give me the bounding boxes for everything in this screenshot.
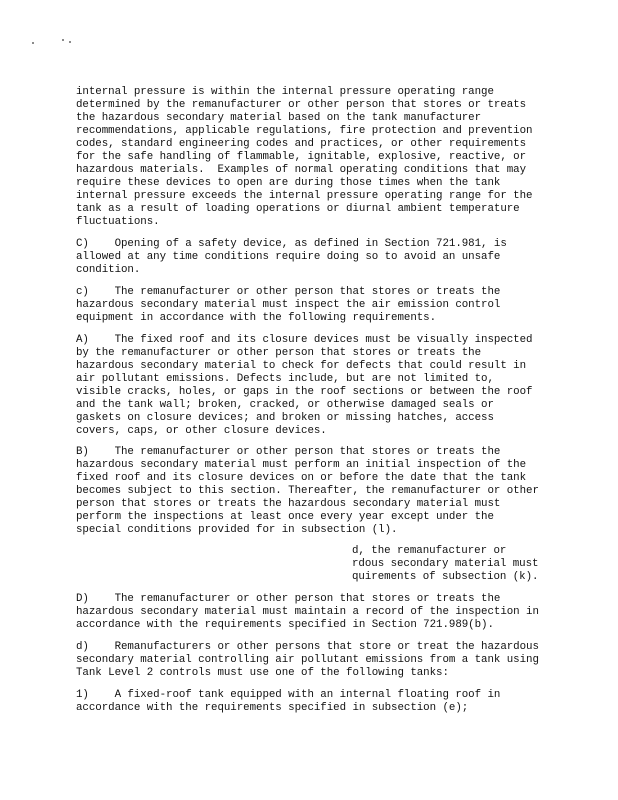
text-line: secondary material controlling air pollutant emissions from a tank using [76, 654, 539, 666]
text-line: rdous secondary material must [352, 558, 539, 570]
text-line: tank as a result of loading operations or diurnal ambient temperature [76, 203, 520, 215]
text-line: covers, caps, or other closure devices. [76, 425, 327, 437]
text-line: recommendations, applicable regulations, fire protection and prevention [76, 125, 533, 137]
text-line: air pollutant emissions. Defects include, but are not limited to, [76, 373, 494, 385]
text-line: condition. [76, 264, 141, 276]
text-line: determined by the remanufacturer or other person that stores or treats [76, 99, 527, 111]
text-line: fluctuations. [76, 216, 160, 228]
text-line: equipment in accordance with the following requirements. [76, 312, 437, 324]
text-line: accordance with the requirements specified in subsection (e); [76, 702, 469, 714]
text-line: and the tank wall; broken, cracked, or otherwise damaged seals or [76, 399, 494, 411]
text-line: hazardous secondary material must maintain a record of the inspection in [76, 606, 539, 618]
text-line: d) Remanufacturers or other persons that store or treat the hazardous [76, 641, 539, 653]
text-line: quirements of subsection (k). [352, 571, 539, 583]
text-line: C) Opening of a safety device, as defined in Section 721.981, is [76, 238, 507, 250]
text-line: hazardous secondary material must perform an initial inspection of the [76, 459, 527, 471]
text-line: hazardous materials. Examples of normal operating conditions that may [76, 164, 527, 176]
text-line: hazardous secondary material must inspect the air emission control [76, 299, 501, 311]
text-line: becomes subject to this section. Thereafter, the remanufacturer or other [76, 485, 539, 497]
text-line: for the safe handling of flammable, ignitable, explosive, reactive, or [76, 151, 527, 163]
text-line: d, the remanufacturer or [352, 545, 507, 557]
text-line: c) The remanufacturer or other person that stores or treats the [76, 286, 501, 298]
text-line: internal pressure is within the internal pressure operating range [76, 86, 494, 98]
text-line: require these devices to open are during those times when the tank [76, 177, 501, 189]
text-line: perform the inspections at least once every year except under the [76, 511, 494, 523]
text-line: internal pressure exceeds the internal pressure operating range for the [76, 190, 533, 202]
text-line: hazardous secondary material to check for defects that could result in [76, 360, 527, 372]
text-line: by the remanufacturer or other person that stores or treats the [76, 347, 482, 359]
text-line: 1) A fixed-roof tank equipped with an internal floating roof in [76, 689, 501, 701]
scan-speck [62, 39, 64, 41]
text-line: codes, standard engineering codes and practices, or other requirements [76, 138, 527, 150]
scan-speck [69, 41, 71, 43]
text-line: gaskets on closure devices; and broken or missing hatches, access [76, 412, 494, 424]
text-line: allowed at any time conditions require doing so to avoid an unsafe [76, 251, 501, 263]
text-line: D) The remanufacturer or other person that stores or treats the [76, 593, 501, 605]
text-line: special conditions provided for in subsection (l). [76, 524, 398, 536]
text-line: person that stores or treats the hazardous secondary material must [76, 498, 501, 510]
text-line: B) The remanufacturer or other person that stores or treats the [76, 446, 501, 458]
text-line: visible cracks, holes, or gaps in the roof sections or between the roof [76, 386, 533, 398]
text-line: fixed roof and its closure devices on or before the date that the tank [76, 472, 527, 484]
text-line: A) The fixed roof and its closure devices must be visually inspected [76, 334, 533, 346]
text-line: the hazardous secondary material based on the tank manufacturer [76, 112, 482, 124]
text-line: accordance with the requirements specified in Section 721.989(b). [76, 619, 494, 631]
scan-speck [32, 42, 34, 44]
text-line: Tank Level 2 controls must use one of the following tanks: [76, 667, 449, 679]
